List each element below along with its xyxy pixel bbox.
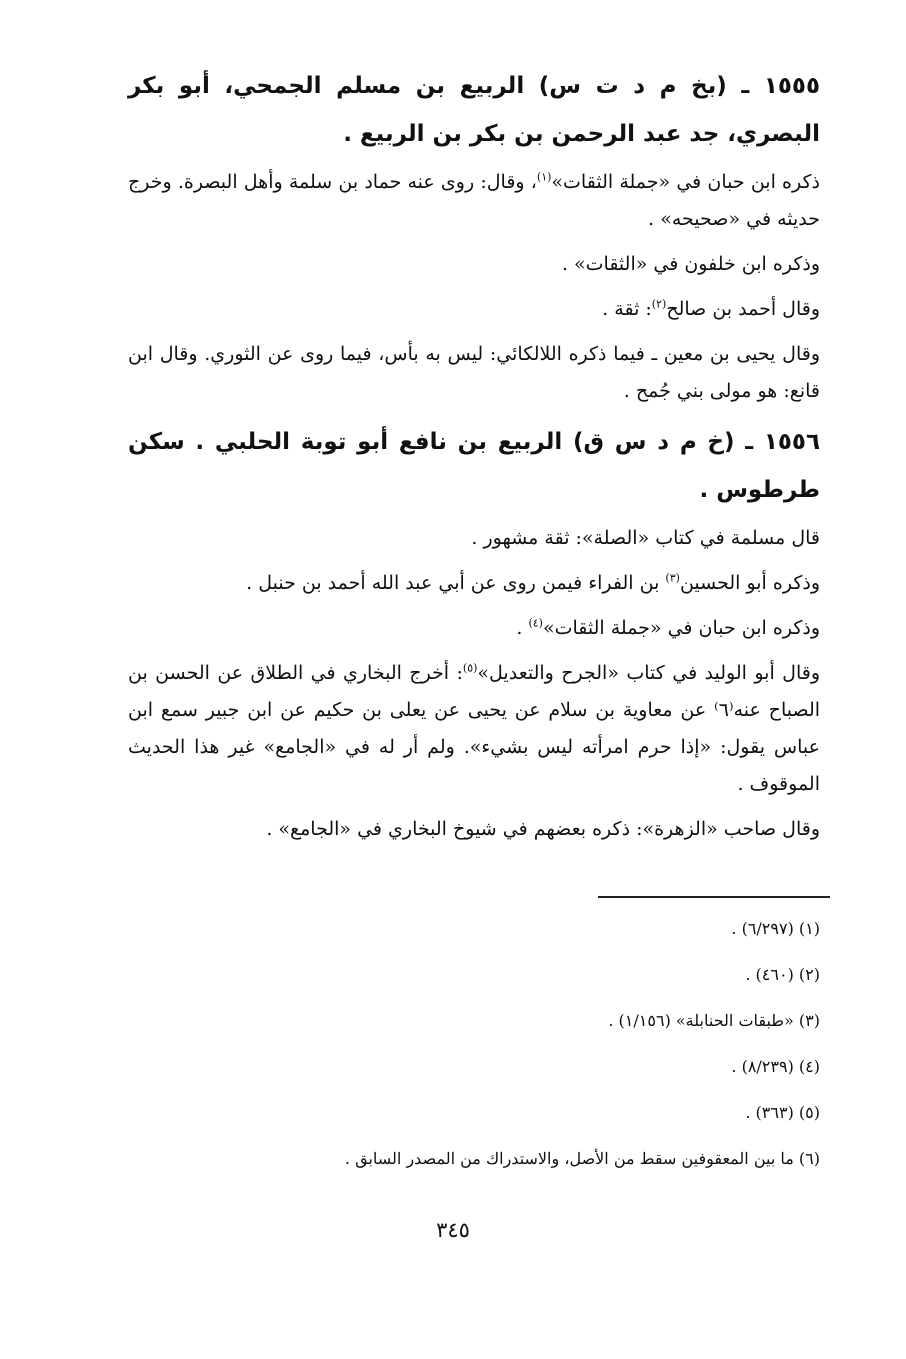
entry-1556 — [128, 418, 820, 848]
footnote-item: (٦) ما بين المعقوفين سقط من الأصل، والاستدراك من المصدر السابق . — [344, 1149, 820, 1168]
paragraph-text: ، وقال: روى عنه حماد بن سلمة وأهل البصرة. وخرج حديثه في «صحيحه» . — [128, 171, 820, 230]
paragraph-text: بن الفراء فيمن روى عن أبي عبد الله أحمد بن حنبل . — [246, 572, 666, 594]
footnote-ref: (٤) — [528, 616, 543, 630]
footnote-ref: (٢) — [651, 297, 667, 311]
paragraph — [128, 164, 820, 238]
paragraph — [128, 655, 820, 803]
paragraph-text: : ثقة . — [602, 298, 652, 320]
paragraph-text: وذكره ابن خلفون في «الثقات» . — [561, 253, 820, 275]
entry-heading: ١٥٥٦ ـ (خ م د س ق) الربيع بن نافع أبو توبة الحلبي . سكن طرطوس . — [128, 429, 820, 503]
footnote-item: (٣) «طبقات الحنابلة» (١/١٥٦) . — [608, 1011, 820, 1030]
footnote-ref: (٥) — [462, 661, 478, 675]
paragraph — [128, 520, 820, 557]
footnote-divider — [598, 896, 830, 898]
footnote-item: (١) (٦/٢٩٧) . — [731, 919, 820, 938]
paragraph-text: قال مسلمة في كتاب «الصلة»: ثقة مشهور . — [471, 527, 820, 549]
entry-1555 — [128, 62, 820, 410]
paragraph-text: ذكره ابن حبان في «جملة الثقات» — [551, 171, 820, 193]
paragraph-text: وذكره أبو الحسين — [679, 572, 820, 594]
paragraph — [128, 565, 820, 602]
paragraph — [128, 811, 820, 848]
footnote-ref: (١) — [536, 170, 552, 184]
paragraph — [128, 336, 820, 410]
entry-heading: ١٥٥٥ ـ (بخ م د ت س) الربيع بن مسلم الجمحي، أبو بكر البصري، جد عبد الرحمن بن بكر بن الربيع . — [128, 73, 820, 147]
footnote-item: (٤) (٨/٢٣٩) . — [731, 1057, 820, 1076]
paragraph — [128, 246, 820, 283]
paragraph-text: وذكره ابن حبان في «جملة الثقات» — [542, 617, 820, 639]
paragraph-text: وقال صاحب «الزهرة»: ذكره بعضهم في شيوخ البخاري في «الجامع» . — [266, 818, 820, 840]
footnote-item: (٢) (٤٦٠) . — [745, 965, 820, 984]
paragraph — [128, 610, 820, 647]
paragraph-text: وقال يحيى بن معين ـ فيما ذكره اللالكائي: ليس به بأس، فيما روى عن الثوري. وقال ابن قانع: هو مولى بني جُمح . — [128, 343, 820, 402]
page-body — [128, 62, 820, 856]
paragraph-text: وقال أبو الوليد في كتاب «الجرح والتعديل» — [477, 662, 820, 684]
footnotes — [128, 906, 820, 1182]
paragraph-text: . — [516, 617, 529, 639]
paragraph-text: : أخرج البخاري في الطلاق عن الحسن بن الصباح عنه⁽٦⁾ عن معاوية بن سلام عن يحيى عن يعلى بن حكيم عن ابن جبير سمع ابن عباس يقول: «إذا حرم امرأته ليس بشيء». ولم أر له في «الجامع» غير هذا الحديث الموقوف . — [128, 662, 821, 795]
footnote-ref: (٣) — [665, 571, 680, 585]
paragraph — [128, 291, 820, 328]
page-number: ٣٤٥ — [436, 1218, 470, 1242]
footnote-item: (٥) (٣٦٣) . — [745, 1103, 820, 1122]
paragraph-text: وقال أحمد بن صالح — [666, 298, 820, 320]
